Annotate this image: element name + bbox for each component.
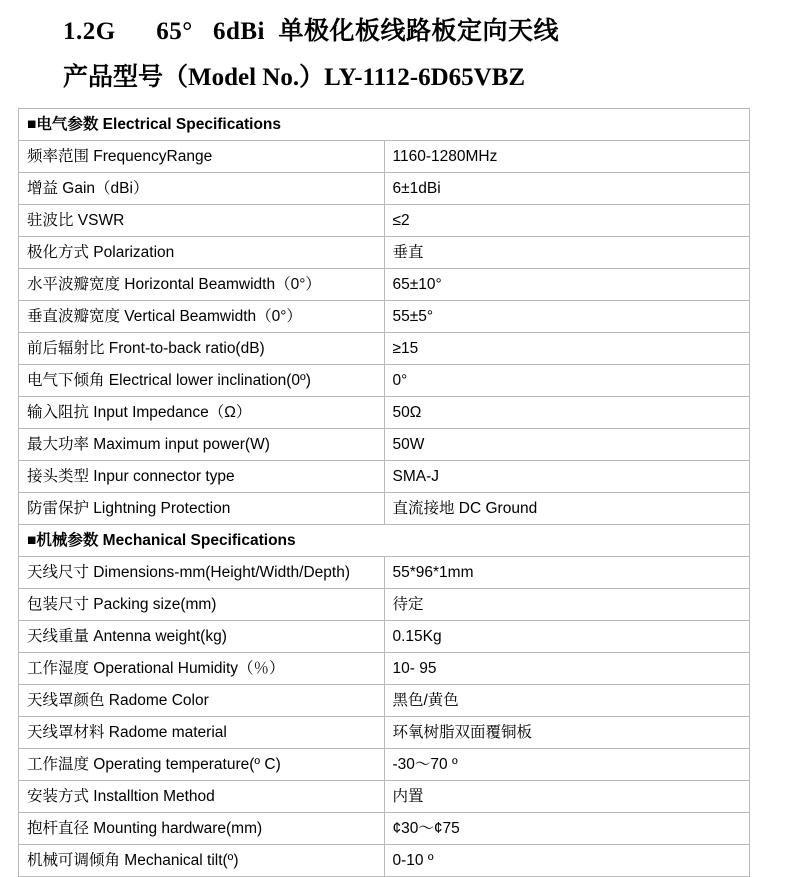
table-row	[19, 493, 750, 525]
section-heading-electrical: ■电气参数 Electrical Specifications	[19, 109, 750, 141]
spec-value: -30～70 º	[384, 749, 750, 781]
spec-value: 垂直	[384, 237, 750, 269]
spec-value: 10- 95	[384, 653, 750, 685]
spec-label: 驻波比 VSWR	[19, 205, 385, 237]
table-row	[19, 397, 750, 429]
table-row	[19, 845, 750, 877]
spec-label: 安装方式 Installtion Method	[19, 781, 385, 813]
spec-label: 电气下倾角 Electrical lower inclination(0º)	[19, 365, 385, 397]
spec-value: 待定	[384, 589, 750, 621]
section-heading-mechanical: ■机械参数 Mechanical Specifications	[19, 525, 750, 557]
table-row	[19, 237, 750, 269]
spec-value: 1160-1280MHz	[384, 141, 750, 173]
table-row	[19, 749, 750, 781]
spec-label: 输入阻抗 Input Impedance（Ω）	[19, 397, 385, 429]
table-body	[19, 109, 750, 877]
page-title-line-1: 1.2G 65° 6dBi 单极化板线路板定向天线	[63, 18, 559, 45]
spec-label: 天线尺寸 Dimensions-mm(Height/Width/Depth)	[19, 557, 385, 589]
table-row	[19, 173, 750, 205]
title-block	[18, 0, 782, 96]
spec-value: 0-10 º	[384, 845, 750, 877]
spec-value: 直流接地 DC Ground	[384, 493, 750, 525]
table-row	[19, 557, 750, 589]
spec-value: 环氧树脂双面覆铜板	[384, 717, 750, 749]
table-row	[19, 205, 750, 237]
table-row	[19, 781, 750, 813]
spec-value: ≤2	[384, 205, 750, 237]
spec-value: 0°	[384, 365, 750, 397]
spec-label: 抱杆直径 Mounting hardware(mm)	[19, 813, 385, 845]
spec-label: 接头类型 Inpur connector type	[19, 461, 385, 493]
spec-label: 最大功率 Maximum input power(W)	[19, 429, 385, 461]
spec-label: 垂直波瓣宽度 Vertical Beamwidth（0°）	[19, 301, 385, 333]
table-row	[19, 813, 750, 845]
page-title-line-2: 产品型号（Model No.）LY-1112-6D65VBZ	[63, 64, 526, 91]
table-row	[19, 621, 750, 653]
section-header-row	[19, 525, 750, 557]
spec-value: 6±1dBi	[384, 173, 750, 205]
spec-label: 工作湿度 Operational Humidity（％）	[19, 653, 385, 685]
spec-label: 前后辐射比 Front-to-back ratio(dB)	[19, 333, 385, 365]
table-row	[19, 589, 750, 621]
spec-value: ≥15	[384, 333, 750, 365]
table-row	[19, 461, 750, 493]
spec-value: 黑色/黄色	[384, 685, 750, 717]
spec-label: 增益 Gain（dBi）	[19, 173, 385, 205]
spec-value: ¢30～¢75	[384, 813, 750, 845]
table-row	[19, 141, 750, 173]
spec-value: 65±10°	[384, 269, 750, 301]
table-row	[19, 365, 750, 397]
spec-label: 防雷保护 Lightning Protection	[19, 493, 385, 525]
table-row	[19, 685, 750, 717]
spec-label: 频率范围 FrequencyRange	[19, 141, 385, 173]
spec-value: 50W	[384, 429, 750, 461]
spec-label: 天线重量 Antenna weight(kg)	[19, 621, 385, 653]
spec-value: 55±5°	[384, 301, 750, 333]
spec-label: 天线罩颜色 Radome Color	[19, 685, 385, 717]
table-row	[19, 429, 750, 461]
spec-value: SMA-J	[384, 461, 750, 493]
specifications-table	[18, 108, 750, 877]
table-row	[19, 653, 750, 685]
spec-value: 50Ω	[384, 397, 750, 429]
spec-label: 工作温度 Operating temperature(º C)	[19, 749, 385, 781]
spec-label: 极化方式 Polarization	[19, 237, 385, 269]
table-row	[19, 333, 750, 365]
spec-label: 水平波瓣宽度 Horizontal Beamwidth（0°）	[19, 269, 385, 301]
table-row	[19, 301, 750, 333]
spec-value: 0.15Kg	[384, 621, 750, 653]
spec-label: 天线罩材料 Radome material	[19, 717, 385, 749]
table-row	[19, 269, 750, 301]
spec-value: 55*96*1mm	[384, 557, 750, 589]
spec-value: 内置	[384, 781, 750, 813]
spec-label: 包装尺寸 Packing size(mm)	[19, 589, 385, 621]
spec-label: 机械可调倾角 Mechanical tilt(º)	[19, 845, 385, 877]
section-header-row	[19, 109, 750, 141]
table-row	[19, 717, 750, 749]
